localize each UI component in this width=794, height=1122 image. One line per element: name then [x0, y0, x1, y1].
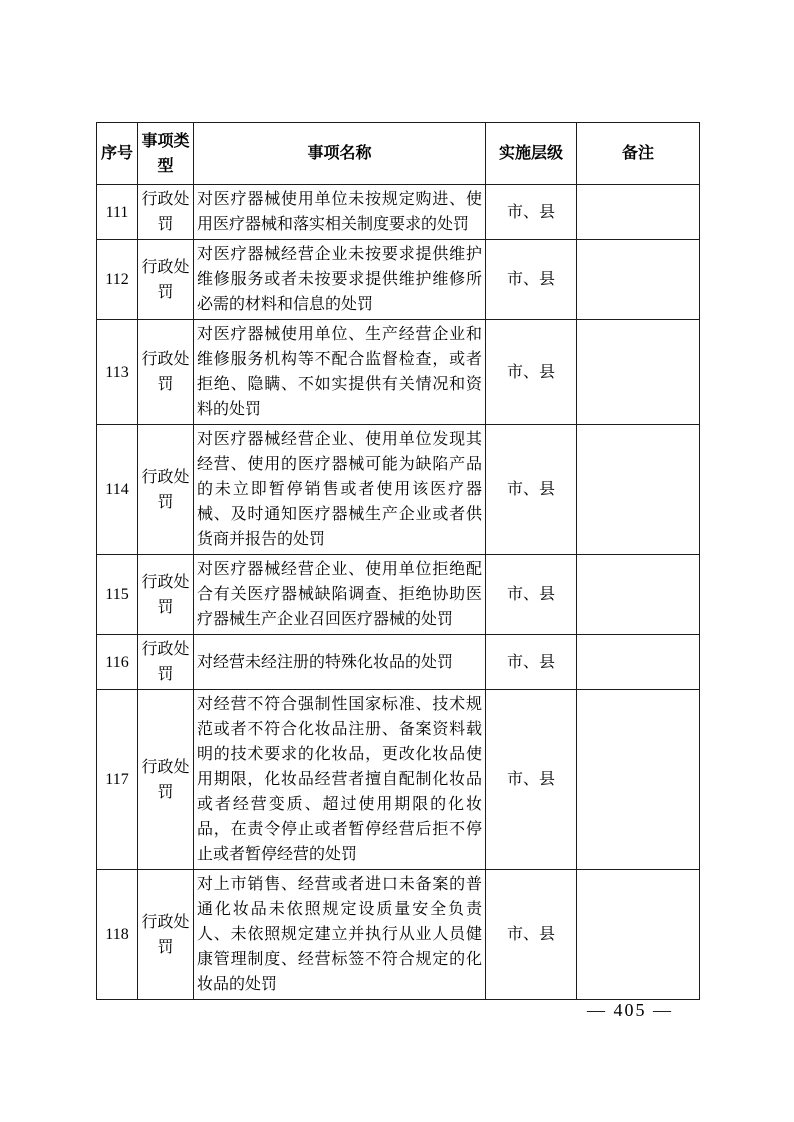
cell-item-type: 行政处罚: [138, 320, 194, 425]
cell-serial-number: 117: [97, 690, 138, 870]
cell-serial-number: 116: [97, 635, 138, 690]
header-row: [97, 123, 700, 185]
cell-implementation-level: 市、县: [486, 555, 577, 635]
table-row: [97, 635, 700, 690]
cell-serial-number: 115: [97, 555, 138, 635]
table-row: [97, 425, 700, 555]
cell-remark: [577, 690, 700, 870]
cell-implementation-level: 市、县: [486, 870, 577, 1000]
cell-item-type: 行政处罚: [138, 425, 194, 555]
cell-item-name: 对医疗器械经营企业、使用单位发现其经营、使用的医疗器械可能为缺陷产品的未立即暂停销售或者使用该医疗器械、及时通知医疗器械生产企业或者供货商并报告的处罚: [194, 425, 486, 555]
cell-implementation-level: 市、县: [486, 690, 577, 870]
table-row: [97, 555, 700, 635]
cell-item-type: 行政处罚: [138, 870, 194, 1000]
cell-item-type: 行政处罚: [138, 240, 194, 320]
cell-remark: [577, 240, 700, 320]
cell-item-type: 行政处罚: [138, 185, 194, 240]
cell-implementation-level: 市、县: [486, 240, 577, 320]
cell-serial-number: 113: [97, 320, 138, 425]
cell-item-type: 行政处罚: [138, 635, 194, 690]
cell-remark: [577, 425, 700, 555]
cell-serial-number: 111: [97, 185, 138, 240]
cell-implementation-level: 市、县: [486, 425, 577, 555]
table-row: [97, 320, 700, 425]
header-remarks: 备注: [577, 123, 700, 185]
cell-remark: [577, 185, 700, 240]
cell-implementation-level: 市、县: [486, 185, 577, 240]
cell-serial-number: 114: [97, 425, 138, 555]
cell-item-name: 对上市销售、经营或者进口未备案的普通化妆品未依照规定设质量安全负责人、未依照规定建立并执行从业人员健康管理制度、经营标签不符合规定的化妆品的处罚: [194, 870, 486, 1000]
cell-implementation-level: 市、县: [486, 320, 577, 425]
cell-serial-number: 118: [97, 870, 138, 1000]
cell-item-name: 对医疗器械经营企业、使用单位拒绝配合有关医疗器械缺陷调查、拒绝协助医疗器械生产企业召回医疗器械的处罚: [194, 555, 486, 635]
header-item-type: 事项类型: [138, 123, 194, 185]
table-row: [97, 690, 700, 870]
page-number: — 405 —: [587, 1000, 673, 1020]
cell-remark: [577, 870, 700, 1000]
cell-serial-number: 112: [97, 240, 138, 320]
cell-remark: [577, 555, 700, 635]
cell-item-type: 行政处罚: [138, 690, 194, 870]
cell-remark: [577, 635, 700, 690]
cell-item-name: 对经营不符合强制性国家标准、技术规范或者不符合化妆品注册、备案资料载明的技术要求的化妆品，更改化妆品使用期限，化妆品经营者擅自配制化妆品或者经营变质、超过使用期限的化妆品，在责令停止或者暂停经营后拒不停止或者暂停经营的处罚: [194, 690, 486, 870]
header-implementation-level: 实施层级: [486, 123, 577, 185]
cell-item-name: 对医疗器械使用单位、生产经营企业和维修服务机构等不配合监督检查，或者拒绝、隐瞒、不如实提供有关情况和资料的处罚: [194, 320, 486, 425]
cell-item-name: 对医疗器械经营企业未按要求提供维护维修服务或者未按要求提供维护维修所必需的材料和信息的处罚: [194, 240, 486, 320]
cell-item-name: 对经营未经注册的特殊化妆品的处罚: [194, 635, 486, 690]
header-item-name: 事项名称: [194, 123, 486, 185]
table-row: [97, 185, 700, 240]
items-table: [96, 122, 700, 1000]
header-serial-number: 序号: [97, 123, 138, 185]
table-row: [97, 240, 700, 320]
cell-item-type: 行政处罚: [138, 555, 194, 635]
cell-item-name: 对医疗器械使用单位未按规定购进、使用医疗器械和落实相关制度要求的处罚: [194, 185, 486, 240]
cell-remark: [577, 320, 700, 425]
table-row: [97, 870, 700, 1000]
cell-implementation-level: 市、县: [486, 635, 577, 690]
